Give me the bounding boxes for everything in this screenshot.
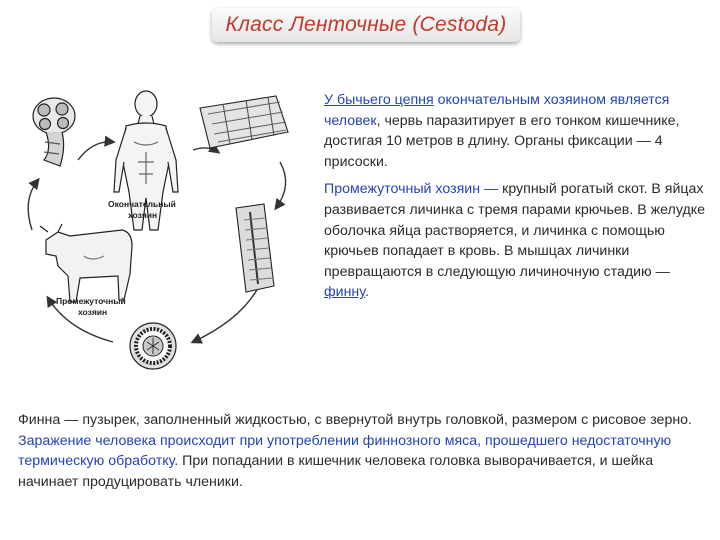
final-host-paragraph [324, 90, 708, 172]
arrow-cow-to-head [28, 180, 38, 230]
intermediate-host-text: крупный рогатый скот. В яйцах развивается личинка с тремя парами крючьев. В желудке оболочка яйца растворяется, и личинка с помощью крючьев попадает в кровь. В мышцах личинки превращаются в следующую личиночную стадию — [324, 181, 705, 280]
finna-definition: Финна — пузырек, заполненный жидкостью, с ввернутой внутрь головкой, размером с рисовое зерно. [18, 412, 692, 428]
egg-drawing [130, 323, 176, 369]
arrow-proglottids-to-segment [276, 162, 286, 208]
title-bar [212, 8, 520, 42]
intermediate-host-term: Промежуточный хозяин — [324, 181, 499, 198]
final-host-label-line2: хозяин [128, 210, 158, 220]
slide-title: Класс Ленточные (Cestoda) [225, 13, 507, 36]
cow-figure [40, 224, 132, 302]
intermediate-host-label-line2: хозяин [78, 307, 108, 317]
intermediate-host-label-line1: Промежуточный [56, 296, 126, 306]
arrow-head-to-human [78, 142, 113, 160]
final-host-term: окончательным хозяином является человек [324, 92, 670, 129]
infection-route-term: Заражение человека происходит при употреблении финнозного мяса, прошедшего недостаточную термическую обработку [18, 432, 672, 470]
proglottid-segment-drawing [236, 204, 274, 292]
intermediate-host-paragraph [324, 179, 708, 303]
final-host-label-line1: Окончательный [108, 199, 176, 209]
scolex-drawing [33, 98, 75, 166]
arrow-segment-to-egg [193, 288, 258, 342]
finna-description [18, 410, 708, 492]
arrow-human-to-proglottids [193, 148, 218, 152]
finna-text-end: . При попадании в кишечник человека головка выворачивается, и шейка начинает продуцировать членики. [18, 453, 654, 490]
life-cycle-figure [18, 80, 310, 370]
p2-period: . [364, 284, 369, 301]
finna-paragraph [18, 410, 708, 492]
beef-tapeworm-term: У бычьего цепня [324, 92, 434, 108]
description-column [324, 90, 708, 310]
finna-term: финну [324, 284, 365, 301]
final-host-text: , червь паразитирует в его тонком кишечнике, достигая 10 метров в длину. Органы фиксации — 4 присоски. [324, 112, 680, 170]
life-cycle-illustration [18, 80, 310, 370]
tapeworm-strip-drawing [200, 96, 288, 148]
